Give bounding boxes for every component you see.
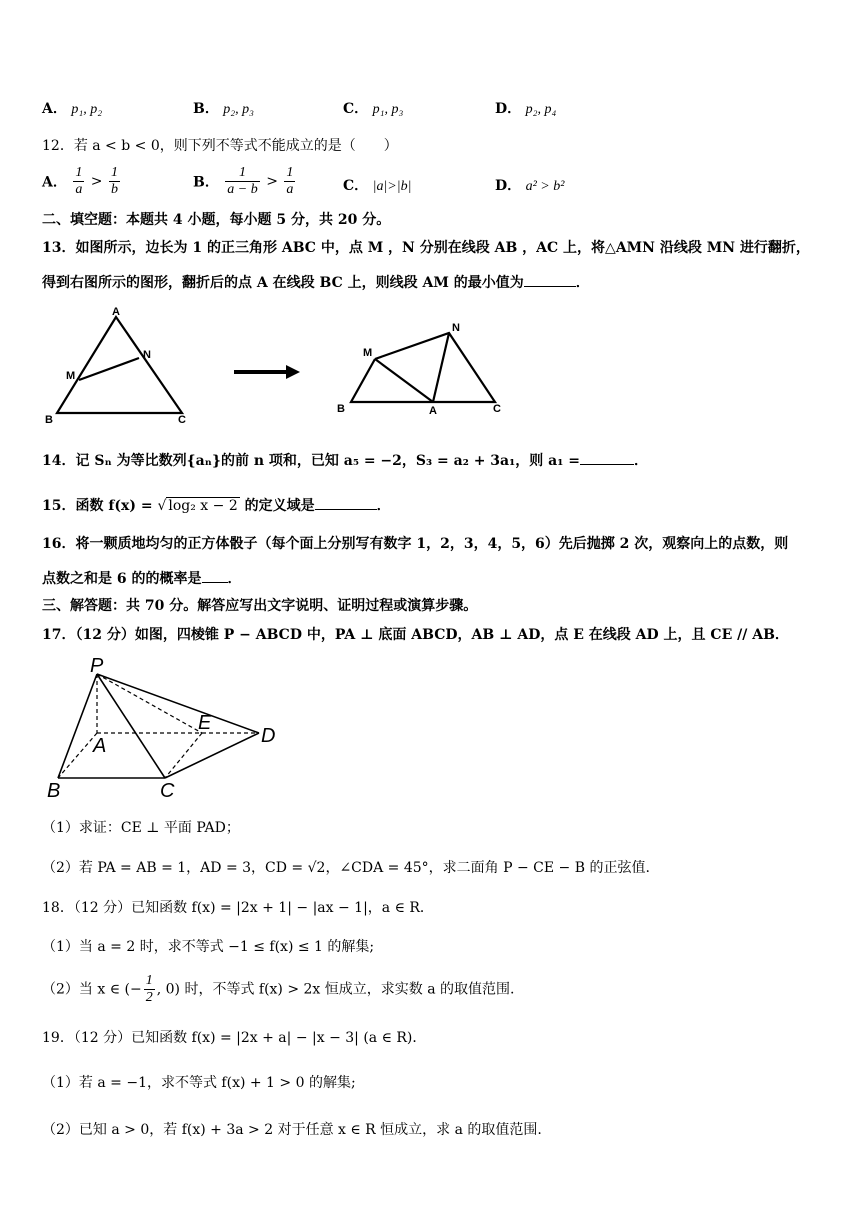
section-heading: 二、填空题：本题共 4 小题，每小题 5 分，共 20 分。 — [42, 212, 391, 228]
label-a: A — [429, 405, 437, 417]
q18-part1: （1）当 a = 2 时，求不等式 −1 ≤ f(x) ≤ 1 的解集; — [42, 939, 375, 955]
option-letter: B． — [193, 101, 219, 117]
option-letter: C． — [343, 178, 369, 194]
option-letter: B． — [193, 174, 219, 191]
answer-blank — [524, 272, 576, 287]
option-expr: p₁, p₂ — [71, 102, 103, 117]
q16-line2-text: 点数之和是 6 的的概率是 — [42, 571, 202, 587]
option-letter: D． — [495, 101, 522, 117]
answer-blank — [202, 568, 228, 583]
denominator: b — [110, 182, 118, 197]
edge-pc — [97, 674, 165, 778]
greater-than: > — [90, 173, 103, 190]
left-triangle-figure — [45, 306, 186, 425]
edge-ce — [165, 733, 202, 778]
period: ． — [227, 571, 242, 587]
radicand: log₂ x − 2 — [168, 498, 238, 514]
label-b: B — [337, 403, 345, 415]
q11-option-b — [193, 98, 254, 118]
numerator: 1 — [145, 973, 153, 988]
edge-pd — [97, 674, 259, 733]
label-n: N — [143, 349, 151, 361]
segment-ma — [375, 359, 433, 402]
q12-option-a — [42, 165, 122, 198]
denominator: 2 — [145, 990, 153, 1005]
q15-suffix: 的定义域是 — [239, 498, 315, 514]
q19-stem: 19．（12 分）已知函数 f(x) = |2x + a| − |x − 3| (a ∈ R)． — [42, 1030, 427, 1046]
period: ． — [633, 453, 648, 469]
q12-option-d — [495, 175, 564, 195]
numerator: 1 — [286, 165, 294, 180]
answer-blank — [580, 450, 634, 465]
q15-prefix: 15．函数 f(x) = — [42, 498, 158, 514]
fraction — [225, 165, 259, 198]
fraction — [109, 165, 120, 198]
q17-stem: 17．（12 分）如图，四棱锥 P − ABCD 中，PA ⊥ 底面 ABCD，AB ⊥ AD，点 E 在线段 AD 上，且 CE // AB． — [42, 627, 789, 643]
label-b: B — [45, 414, 53, 425]
option-expr: |a|>|b| — [372, 179, 412, 194]
q12-option-c — [343, 175, 411, 195]
answer-blank — [315, 495, 377, 510]
numerator: 1 — [75, 165, 83, 180]
edge-pe — [97, 674, 202, 733]
q13-line1: 13．如图所示，边长为 1 的正三角形 ABC 中，点 M ，N 分别在线段 AB ，AC 上，将△AMN 沿线段 MN 进行翻折， — [42, 240, 810, 256]
denominator: a − b — [227, 182, 258, 197]
label-a: A — [112, 306, 120, 318]
q18-part2-pre: （2）当 x ∈ (− — [42, 981, 142, 998]
option-expr: p₂, p₄ — [525, 102, 557, 117]
q19-part1: （1）若 a = −1，求不等式 f(x) + 1 > 0 的解集; — [42, 1075, 356, 1091]
denominator: a — [286, 182, 294, 197]
q11-option-c — [343, 98, 403, 118]
q16-line2 — [42, 568, 242, 589]
q14 — [42, 450, 648, 471]
edge-pb — [58, 674, 97, 778]
q12-option-b — [193, 165, 297, 198]
label-e: E — [198, 712, 212, 734]
q11-option-d — [495, 98, 556, 118]
q14-text: 14．记 Sₙ 为等比数列{aₙ}的前 n 项和，已知 a₅ = −2，S₃ = a₂ + 3a₁，则 a₁ = — [42, 453, 580, 469]
option-letter: A． — [42, 174, 67, 191]
fraction — [73, 165, 84, 198]
label-m: M — [66, 370, 76, 382]
period: ． — [376, 498, 391, 514]
q18-part2-post: , 0) 时，不等式 f(x) > 2x 恒成立，求实数 a 的取值范围. — [156, 981, 515, 998]
greater-than: > — [266, 173, 278, 190]
q17-part2: （2）若 PA = AB = 1，AD = 3，CD = √2，∠CDA = 45°，求二面角 P − CE − B 的正弦值. — [42, 860, 650, 876]
q18-part2 — [42, 973, 514, 1006]
q18-stem: 18．（12 分）已知函数 f(x) = |2x + 1| − |ax − 1|，a ∈ R． — [42, 900, 434, 916]
q17-pyramid-figure — [40, 652, 290, 802]
option-expr: p₁, p₃ — [372, 102, 404, 117]
label-c: C — [160, 780, 175, 802]
fraction — [144, 973, 155, 1006]
q16-line1: 16．将一颗质地均匀的正方体骰子（每个面上分别写有数字 1，2，3，4，5，6）先后抛掷 2 次，观察向上的点数，则 — [42, 536, 789, 552]
q13-line2-text: 得到右图所示的图形，翻折后的点 A 在线段 BC 上，则线段 AM 的最小值为 — [42, 275, 524, 291]
label-b: B — [47, 780, 61, 802]
option-letter: D． — [495, 178, 522, 194]
edge-ab — [58, 733, 97, 778]
label-a: A — [93, 735, 107, 757]
fraction — [284, 165, 295, 198]
option-letter: A． — [42, 101, 67, 117]
label-n: N — [452, 322, 460, 334]
label-c: C — [178, 414, 186, 425]
label-d: D — [261, 725, 276, 747]
arrow-icon — [234, 365, 300, 379]
q15: 15．函数 f(x) = √ log₂ x − 2 的定义域是 ． — [42, 495, 391, 516]
q13-figures — [40, 300, 510, 425]
segment-na — [433, 333, 449, 402]
option-letter: C． — [343, 101, 369, 117]
label-p: P — [90, 655, 104, 677]
period: ． — [575, 275, 590, 291]
right-folded-figure — [337, 322, 501, 417]
edge-cd — [165, 733, 259, 778]
label-m: M — [363, 347, 373, 359]
q19-part2: （2）已知 a > 0，若 f(x) + 3a > 2 对于任意 x ∈ R 恒成立，求 a 的取值范围. — [42, 1122, 542, 1138]
numerator: 1 — [110, 165, 118, 180]
q13-line2 — [42, 272, 590, 293]
denominator: a — [75, 182, 83, 197]
q11-option-a — [42, 98, 102, 118]
section-heading: 三、解答题：共 70 分。解答应写出文字说明、证明过程或演算步骤。 — [42, 598, 478, 614]
label-c: C — [493, 403, 501, 415]
q17-part1: （1）求证：CE ⊥ 平面 PAD； — [42, 820, 240, 836]
option-expr: a² > b² — [525, 179, 565, 194]
numerator: 1 — [225, 165, 259, 182]
option-expr: p₂, p₃ — [223, 102, 255, 117]
folded-outline — [351, 333, 495, 402]
q12-stem: 12．若 a < b < 0，则下列不等式不能成立的是（ ） — [42, 138, 398, 154]
